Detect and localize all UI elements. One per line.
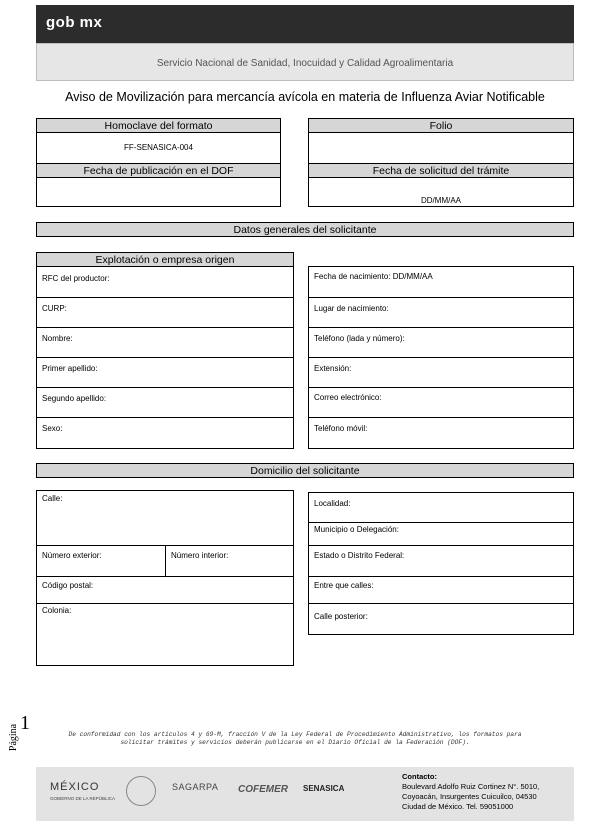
divider <box>308 603 574 604</box>
divider <box>36 576 294 577</box>
seal-icon <box>126 776 156 806</box>
telefono-field[interactable]: Teléfono (lada y número): <box>314 334 405 343</box>
senasica-logo: SENASICA <box>303 784 345 793</box>
fecha-sol-header: Fecha de solicitud del trámite <box>308 163 574 178</box>
lugar-nacimiento-field[interactable]: Lugar de nacimiento: <box>314 304 389 313</box>
extension-field[interactable]: Extensión: <box>314 364 352 373</box>
contact-line: Boulevard Adolfo Ruiz Cortinez N°. 5010, <box>402 782 540 791</box>
domicilio-left-box <box>36 490 294 666</box>
contact-title: Contacto: <box>402 772 437 781</box>
cofemer-logo: COFEMER <box>238 784 288 795</box>
rfc-field[interactable]: RFC del productor: <box>42 274 110 283</box>
divider <box>36 297 294 298</box>
colonia-field[interactable]: Colonia: <box>42 606 72 615</box>
sexo-field[interactable]: Sexo: <box>42 424 63 433</box>
fecha-sol-value[interactable]: DD/MM/AA <box>421 196 461 205</box>
municipio-field[interactable]: Municipio o Delegación: <box>314 525 399 534</box>
contact-block <box>402 772 539 812</box>
divider <box>308 522 574 523</box>
estado-field[interactable]: Estado o Distrito Federal: <box>314 551 405 560</box>
divider <box>308 297 574 298</box>
sagarpa-logo: SAGARPA <box>172 782 219 792</box>
divider <box>36 417 294 418</box>
curp-field[interactable]: CURP: <box>42 304 67 313</box>
contact-line: Ciudad de México. Tel. 59051000 <box>402 802 514 811</box>
movil-field[interactable]: Teléfono móvil: <box>314 424 368 433</box>
correo-field[interactable]: Correo electrónico: <box>314 393 382 402</box>
num-ext-field[interactable]: Número exterior: <box>42 551 102 560</box>
divider <box>36 387 294 388</box>
calle-posterior-field[interactable]: Calle posterior: <box>314 612 368 621</box>
agency-name: Servicio Nacional de Sanidad, Inocuidad y Calidad Agroalimentaria <box>156 58 454 69</box>
divider <box>308 357 574 358</box>
contact-line: Coyoacán, Insurgentes Cuicuilco, 04530 <box>402 792 537 801</box>
cp-field[interactable]: Código postal: <box>42 581 94 590</box>
localidad-field[interactable]: Localidad: <box>314 499 351 508</box>
legal-notice: De conformidad con los artículos 4 y 69-M, fracción V de la Ley Federal de Procedimiento Administrativo, los formatos para solicitar trámites y servicios deberán publicarse en el Diario Oficial de la Federación (DOF). <box>68 731 522 746</box>
homoclave-value: FF-SENASICA-004 <box>124 143 193 152</box>
divider <box>308 576 574 577</box>
fecha-pub-field[interactable] <box>37 178 280 206</box>
fecha-nacimiento-field[interactable]: Fecha de nacimiento: DD/MM/AA <box>314 272 433 281</box>
divider <box>308 327 574 328</box>
fecha-pub-header: Fecha de publicación en el DOF <box>36 163 281 178</box>
nombre-field[interactable]: Nombre: <box>42 334 73 343</box>
page-label: Página <box>8 723 20 752</box>
calle-field[interactable]: Calle: <box>42 494 63 503</box>
divider <box>308 545 574 546</box>
datos-generales-header: Datos generales del solicitante <box>36 222 574 237</box>
top-bar <box>36 5 574 43</box>
mexico-logo: MÉXICO <box>50 781 100 793</box>
divider <box>308 387 574 388</box>
divider <box>165 545 166 576</box>
divider <box>36 327 294 328</box>
entre-calles-field[interactable]: Entre que calles: <box>314 581 374 590</box>
segundo-apellido-field[interactable]: Segundo apellido: <box>42 394 107 403</box>
page-indicator <box>4 712 44 762</box>
folio-field[interactable] <box>309 133 573 162</box>
page-number: 1 <box>20 712 30 734</box>
folio-header: Folio <box>308 118 574 133</box>
divider <box>36 603 294 604</box>
domicilio-header: Domicilio del solicitante <box>36 463 574 478</box>
divider <box>308 417 574 418</box>
empresa-header: Explotación o empresa origen <box>36 252 294 267</box>
gobierno-logo-text: GOBIERNO DE LA REPÚBLICA <box>50 796 116 801</box>
primer-apellido-field[interactable]: Primer apellido: <box>42 364 98 373</box>
num-int-field[interactable]: Número interior: <box>171 551 229 560</box>
homoclave-header: Homoclave del formato <box>36 118 281 133</box>
divider <box>36 357 294 358</box>
gobmx-logo: gob mx <box>46 14 103 31</box>
form-title: Aviso de Movilización para mercancía avícola en materia de Influenza Aviar Notificable <box>65 90 545 104</box>
